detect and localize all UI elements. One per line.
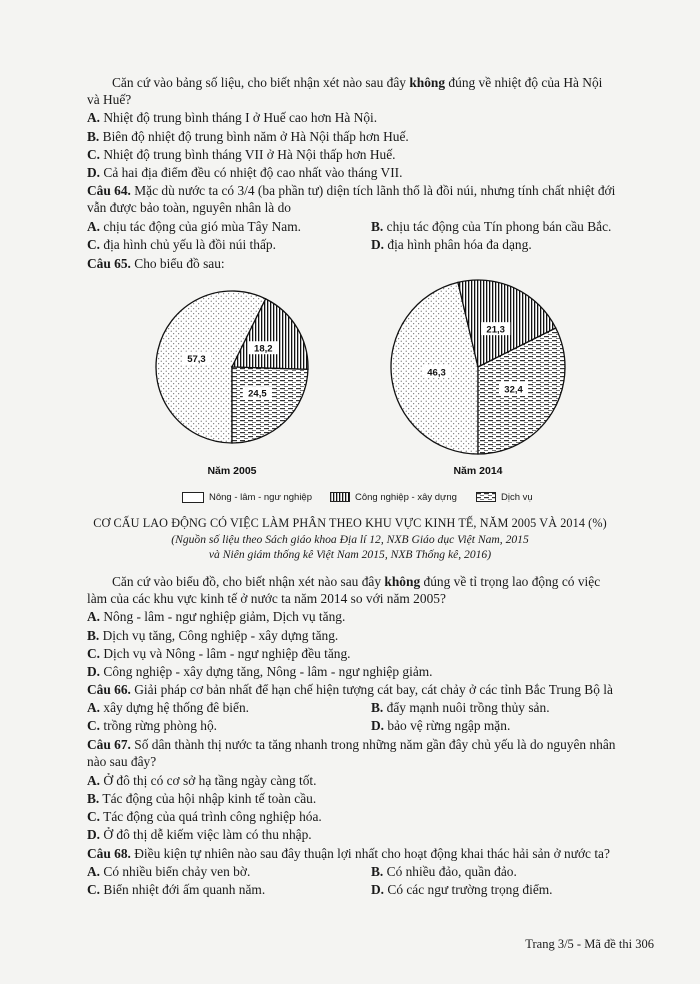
pie-label-industry: 18,2 xyxy=(254,343,273,355)
q63-option-a xyxy=(87,109,377,127)
chart-title: CƠ CẤU LAO ĐỘNG CÓ VIỆC LÀM PHÂN THEO KHU VỰC KINH TẾ, NĂM 2005 VÀ 2014 (%) xyxy=(93,516,607,530)
q67-option-b xyxy=(87,790,316,808)
option-text: bảo vệ rừng ngập mặn. xyxy=(387,718,511,733)
question-label: Câu 67. xyxy=(87,737,131,752)
option-key: C. xyxy=(87,882,101,897)
q64-stem-text: Mặc dù nước ta có 3/4 (ba phần tư) diện tích lãnh thổ là đồi núi, nhưng tính chất nhiệt đới xyxy=(134,183,616,198)
q68-option-d xyxy=(371,881,553,899)
pie-2005 xyxy=(156,291,308,443)
pie-title-2014: Năm 2014 xyxy=(453,465,503,477)
q65-option-d xyxy=(87,663,433,681)
q68-stem-text: Điều kiện tự nhiên nào sau đây thuận lợi nhất cho hoạt động khai thác hải sản ở nước ta? xyxy=(134,846,610,861)
option-text: chịu tác động của Tín phong bán cầu Bắc. xyxy=(386,219,612,234)
q63-stem-line1 xyxy=(112,74,602,92)
option-text: Tác động của quá trình công nghiệp hóa. xyxy=(103,809,322,824)
pie-label-industry: 21,3 xyxy=(486,324,505,336)
q65-stem xyxy=(87,255,225,273)
option-text: Dịch vụ tăng, Công nghiệp - xây dựng tăng. xyxy=(102,628,339,643)
option-key: A. xyxy=(87,609,101,624)
q67-stem-line2: nào sau đây? xyxy=(87,754,157,769)
option-text: Nhiệt độ trung bình tháng VII ở Hà Nội thấp hơn Huế. xyxy=(103,147,396,162)
option-key: D. xyxy=(87,165,101,180)
legend-swatch-dots xyxy=(182,492,204,503)
option-text: Biên độ nhiệt độ trung bình năm ở Hà Nội thấp hơn Huế. xyxy=(102,129,409,144)
q66-option-d xyxy=(371,717,510,735)
q68-option-a xyxy=(87,863,250,881)
option-key: B. xyxy=(87,129,100,144)
q63-stem-part2: đúng về nhiệt độ của Hà Nội xyxy=(448,75,603,90)
option-text: Công nghiệp - xây dựng tăng, Nông - lâm - ngư nghiệp giảm. xyxy=(103,664,433,679)
option-key: C. xyxy=(87,718,101,733)
option-key: A. xyxy=(87,110,101,125)
pie-label-agri: 46,3 xyxy=(427,367,446,379)
q66-option-b xyxy=(371,699,550,717)
option-key: B. xyxy=(371,700,384,715)
option-key: C. xyxy=(87,147,101,162)
question-label: Câu 65. xyxy=(87,256,131,271)
q67-option-c xyxy=(87,808,322,826)
option-text: trồng rừng phòng hộ. xyxy=(103,718,218,733)
option-text: Biển nhiệt đới ấm quanh năm. xyxy=(103,882,266,897)
option-text: Nhiệt độ trung bình tháng I ở Huế cao hơn Hà Nội. xyxy=(103,110,378,125)
pie-label-service: 32,4 xyxy=(504,384,523,396)
option-key: D. xyxy=(87,664,101,679)
option-key: D. xyxy=(371,882,385,897)
q65-after-part2: đúng về tỉ trọng lao động có việc xyxy=(423,574,601,589)
chart-source-line1: (Nguồn số liệu theo Sách giáo khoa Địa lí 12, NXB Giáo dục Việt Nam, 2015 xyxy=(171,533,529,546)
pie-label-service: 24,5 xyxy=(248,388,267,400)
legend-label: Công nghiệp - xây dựng xyxy=(355,492,457,503)
q65-option-c xyxy=(87,645,351,663)
option-text: địa hình chủ yếu là đồi núi thấp. xyxy=(103,237,276,252)
option-key: C. xyxy=(87,809,101,824)
q66-option-c xyxy=(87,717,217,735)
q64-stem-line1 xyxy=(87,182,615,200)
legend-swatch-dashes xyxy=(476,492,496,502)
q68-option-c xyxy=(87,881,265,899)
q66-stem xyxy=(87,681,613,699)
option-key: B. xyxy=(371,864,384,879)
option-text: Dịch vụ và Nông - lâm - ngư nghiệp đều tăng. xyxy=(103,646,351,661)
option-key: C. xyxy=(87,237,101,252)
q63-stem-line2: và Huế? xyxy=(87,92,132,107)
pie-label-agri: 57,3 xyxy=(187,354,206,366)
option-text: Có nhiều đảo, quần đảo. xyxy=(386,864,517,879)
option-text: Ở đô thị dễ kiếm việc làm có thu nhập. xyxy=(103,827,312,842)
q65-after-bold: không xyxy=(384,574,421,589)
option-key: D. xyxy=(371,237,385,252)
q67-stem-line1 xyxy=(87,736,616,754)
option-text: chịu tác động của gió mùa Tây Nam. xyxy=(103,219,301,234)
option-key: A. xyxy=(87,864,101,879)
pie-title-2005: Năm 2005 xyxy=(207,465,257,477)
pie-charts xyxy=(0,275,700,495)
legend-item-service xyxy=(476,492,533,503)
option-key: B. xyxy=(87,628,100,643)
option-text: đẩy mạnh nuôi trồng thủy sản. xyxy=(386,700,550,715)
pie-slice-service xyxy=(232,367,308,443)
option-key: D. xyxy=(371,718,385,733)
legend-label: Dịch vụ xyxy=(501,492,533,503)
q63-stem-bold: không xyxy=(409,75,446,90)
page-footer: Trang 3/5 - Mã đề thi 306 xyxy=(525,937,654,951)
q66-stem-text: Giải pháp cơ bản nhất để hạn chế hiện tượng cát bay, cát chảy ở các tỉnh Bắc Trung Bộ là xyxy=(134,682,613,697)
q67-stem-text: Số dân thành thị nước ta tăng nhanh trong những năm gần đây chủ yếu là do nguyên nhân xyxy=(134,737,616,752)
q63-option-b xyxy=(87,128,409,146)
option-text: Nông - lâm - ngư nghiệp giảm, Dịch vụ tăng. xyxy=(103,609,346,624)
q65-stem-text: Cho biểu đồ sau: xyxy=(134,256,225,271)
option-text: Cả hai địa điểm đều có nhiệt độ cao nhất vào tháng VII. xyxy=(103,165,403,180)
option-key: B. xyxy=(87,791,100,806)
q64-option-a xyxy=(87,218,301,236)
q65-option-a xyxy=(87,608,345,626)
option-key: A. xyxy=(87,700,101,715)
legend-item-industry xyxy=(330,492,457,503)
option-text: địa hình phân hóa đa dạng. xyxy=(387,237,532,252)
option-text: Có nhiều biển chảy ven bờ. xyxy=(103,864,251,879)
option-text: Ở đô thị có cơ sở hạ tầng ngày càng tốt. xyxy=(103,773,317,788)
question-label: Câu 66. xyxy=(87,682,131,697)
legend-label: Nông - lâm - ngư nghiệp xyxy=(209,492,312,504)
q65-after-line1 xyxy=(112,573,600,591)
q67-option-d xyxy=(87,826,312,844)
q63-option-c xyxy=(87,146,396,164)
q63-stem-part1: Căn cứ vào bảng số liệu, cho biết nhận xét nào sau đây xyxy=(112,75,406,90)
pie-2014 xyxy=(391,280,565,454)
q65-after-line2: làm của các khu vực kinh tế ở nước ta năm 2014 so với năm 2005? xyxy=(87,591,446,606)
option-key: A. xyxy=(87,773,101,788)
q68-stem xyxy=(87,845,610,863)
question-label: Câu 64. xyxy=(87,183,131,198)
option-text: Có các ngư trường trọng điểm. xyxy=(387,882,553,897)
legend-item-agri xyxy=(182,492,312,503)
question-label: Câu 68. xyxy=(87,846,131,861)
q67-option-a xyxy=(87,772,317,790)
legend-swatch-vertical xyxy=(330,492,350,502)
q63-option-d xyxy=(87,164,402,182)
chart-source-line2: và Niên giám thống kê Việt Nam 2015, NXB Thống kê, 2016) xyxy=(208,548,492,561)
q68-option-b xyxy=(371,863,517,881)
q64-option-c xyxy=(87,236,276,254)
q65-option-b xyxy=(87,627,338,645)
option-key: D. xyxy=(87,827,101,842)
option-key: B. xyxy=(371,219,384,234)
q64-option-b xyxy=(371,218,611,236)
option-text: xây dựng hệ thống đê biển. xyxy=(103,700,249,715)
option-key: C. xyxy=(87,646,101,661)
q64-stem-line2: vẫn được bảo toàn, nguyên nhân là do xyxy=(87,200,291,215)
q64-option-d xyxy=(371,236,532,254)
q65-after-part1: Căn cứ vào biểu đồ, cho biết nhận xét nào sau đây xyxy=(112,574,382,589)
q66-option-a xyxy=(87,699,249,717)
option-key: A. xyxy=(87,219,101,234)
option-text: Tác động của hội nhập kinh tế toàn cầu. xyxy=(102,791,317,806)
